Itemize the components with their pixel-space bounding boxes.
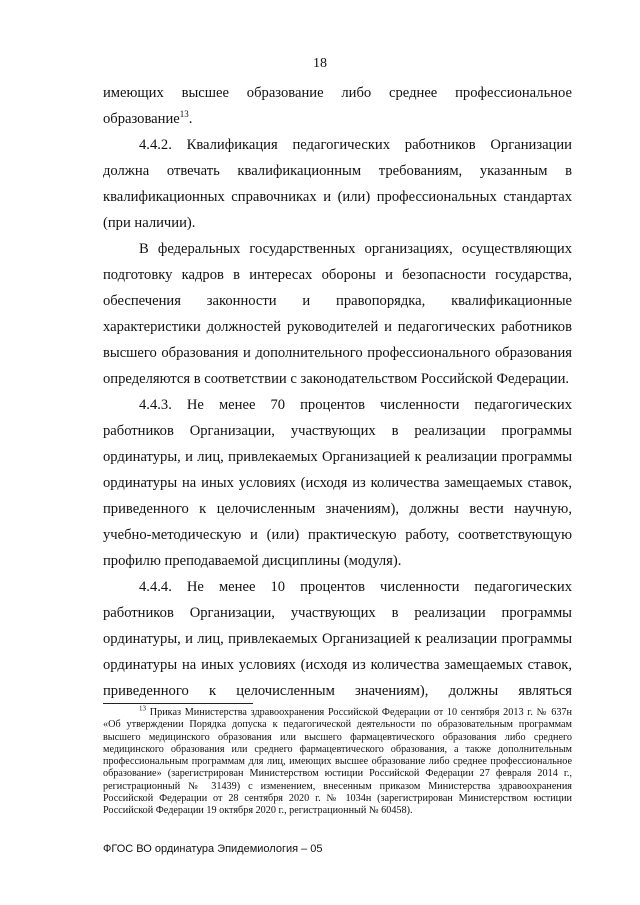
- footnote: [103, 704, 572, 818]
- footnote-reference[interactable]: 13: [179, 109, 189, 120]
- page-footer: ФГОС ВО ординатура Эпидемиология – 05: [103, 843, 323, 855]
- paragraph-continuation: [103, 80, 572, 132]
- footnote-marker: 13: [139, 704, 146, 713]
- paragraph-4-4-4: 4.4.4. Не менее 10 процентов численности педагогических работников Организации, участвующих в реализации программы ординатуры, и лиц, привлекаемых Организацией к реализации программы ординатуры на иных условиях (исходя из количества замещаемых ставок, приведенного к целочисленным значениям), должны являться: [103, 579, 572, 699]
- footnote-divider: [103, 703, 253, 704]
- footnote-text: Приказ Министерства здравоохранения Российской Федерации от 10 сентября 2013 г. № 637н «Об утверждении Порядка допуска к педагогической деятельности по образовательным программам высшего медицинского образования или высшего фармацевтического образования либо среднего медицинского образования или среднего фармацевтического образования, а также дополнительным профессиональным программам для лиц, имеющих высшее образование либо среднее профессиональное образование» (зарегистрирован Министерством юстиции Российской Федерации 27 февраля 2014 г., регистрационный № 31439) с изменением, внесенным приказом Министерства здравоохранения Российской Федерации от 28 сентября 2020 г. № 1034н (зарегистрирован Министерством юстиции Российской Федерации 19 октября 2020 г., регистрационный № 60458).: [103, 707, 572, 817]
- paragraph-0-end: .: [188, 111, 193, 127]
- paragraph-4-4-2: 4.4.2. Квалификация педагогических работников Организации должна отвечать квалификационным требованиям, указанным в квалификационных справочниках и (или) профессиональных стандартах (при наличии).: [103, 137, 572, 231]
- paragraph-federal-organizations: В федеральных государственных организациях, осуществляющих подготовку кадров в интересах обороны и безопасности государства, обеспечения законности и правопорядка, квалификационные характеристики должностей руководителей и педагогических работников высшего образования и дополнительного профессионального образования определяются в соответствии с законодательством Российской Федерации.: [103, 241, 572, 387]
- body-text: [103, 80, 572, 704]
- page-number: 18: [313, 56, 327, 71]
- paragraph-4-4-3: 4.4.3. Не менее 70 процентов численности педагогических работников Организации, участвующих в реализации программы ординатуры, и лиц, привлекаемых Организацией к реализации программы ординатуры на иных условиях (исходя из количества замещаемых ставок, приведенного к целочисленным значениям), должны вести научную, учебно-методическую и (или) практическую работу, соответствующую профилю преподаваемой дисциплины (модуля).: [103, 397, 572, 569]
- paragraph-0-text: имеющих высшее образование либо среднее профессиональное образование: [103, 85, 572, 127]
